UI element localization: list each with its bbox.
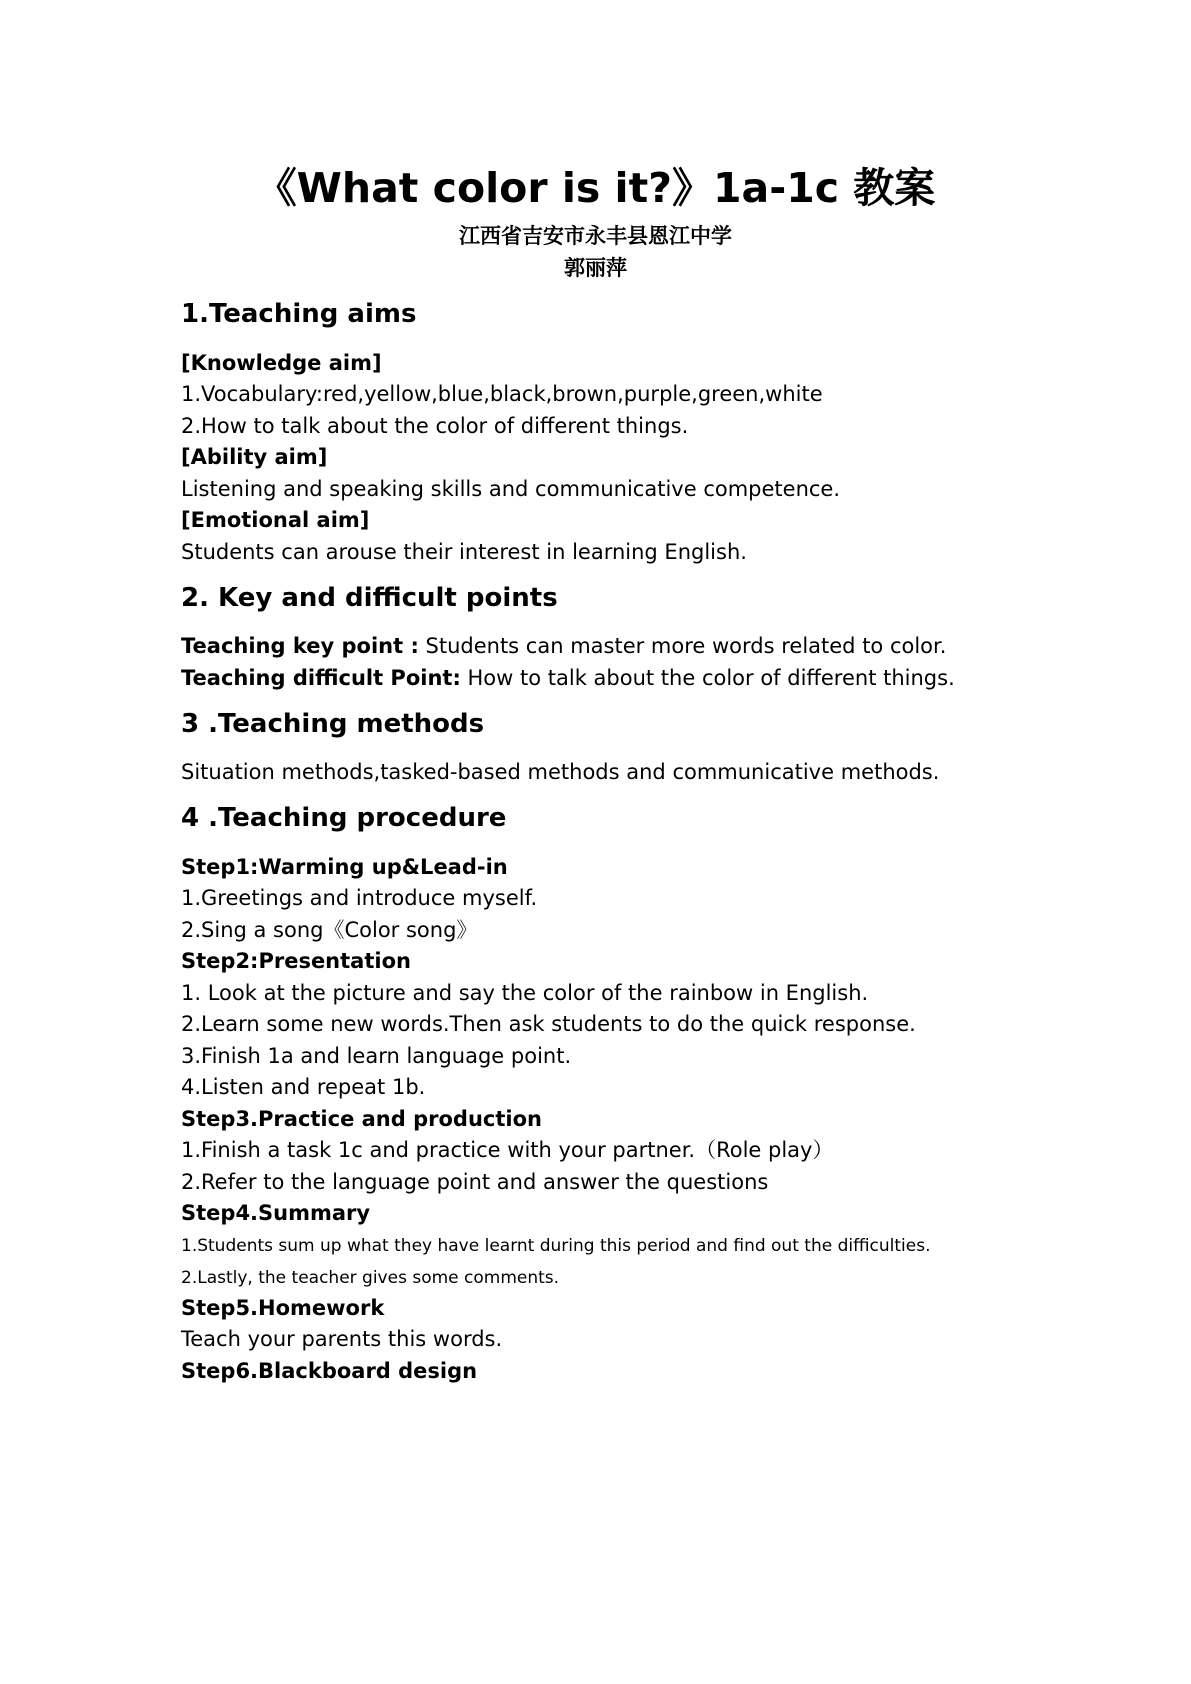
- knowledge-aim-label: [Knowledge aim]: [181, 351, 382, 375]
- step-item: Teach your parents this words.: [181, 1327, 503, 1351]
- step-item: 2.Refer to the language point and answer the questions: [181, 1170, 769, 1194]
- ability-aim-label: [Ability aim]: [181, 445, 328, 469]
- section-heading-key-points: 2. Key and difficult points: [181, 583, 558, 613]
- step-label: Step3.Practice and production: [181, 1107, 542, 1131]
- difficult-point-text: How to talk about the color of different things.: [460, 666, 955, 690]
- step-item: 1.Greetings and introduce myself.: [181, 886, 538, 910]
- author-name: 郭丽萍: [564, 255, 627, 280]
- step-label: Step1:Warming up&Lead-in: [181, 855, 508, 879]
- step-item: 1. Look at the picture and say the color of the rainbow in English.: [181, 981, 869, 1005]
- step-label: Step5.Homework: [181, 1296, 385, 1320]
- ability-aim-text: Listening and speaking skills and communicative competence.: [181, 477, 841, 501]
- key-point-line: [181, 632, 946, 660]
- key-point-text: Students can master more words related to color.: [418, 634, 947, 658]
- step-item: 3.Finish 1a and learn language point.: [181, 1044, 572, 1068]
- school-name: 江西省吉安市永丰县恩江中学: [459, 223, 732, 248]
- difficult-point-label: Teaching difficult Point:: [181, 666, 461, 690]
- methods-text: Situation methods,tasked-based methods and communicative methods.: [181, 760, 940, 784]
- knowledge-aim-item: 1.Vocabulary:red,yellow,blue,black,brown,purple,green,white: [181, 382, 823, 406]
- document-title: 《What color is it?》1a-1c 教案: [255, 164, 936, 212]
- section-heading-aims: 1.Teaching aims: [181, 299, 417, 329]
- step-item: 4.Listen and repeat 1b.: [181, 1075, 426, 1099]
- step-item: 2.Lastly, the teacher gives some comments.: [181, 1268, 560, 1288]
- step-item: 1.Students sum up what they have learnt during this period and find out the difficulties.: [181, 1236, 931, 1256]
- step-item: 2.Sing a song《Color song》: [181, 918, 478, 942]
- step-label: Step6.Blackboard design: [181, 1359, 478, 1383]
- step-label: Step2:Presentation: [181, 949, 411, 973]
- emotional-aim-text: Students can arouse their interest in learning English.: [181, 540, 747, 564]
- knowledge-aim-item: 2.How to talk about the color of different things.: [181, 414, 689, 438]
- step-item: 1.Finish a task 1c and practice with your partner.（Role play）: [181, 1138, 834, 1162]
- difficult-point-line: [181, 664, 955, 692]
- emotional-aim-label: [Emotional aim]: [181, 508, 370, 532]
- section-heading-methods: 3 .Teaching methods: [181, 709, 485, 739]
- step-label: Step4.Summary: [181, 1201, 371, 1225]
- section-heading-procedure: 4 .Teaching procedure: [181, 803, 507, 833]
- key-point-label: Teaching key point :: [181, 634, 419, 658]
- step-item: 2.Learn some new words.Then ask students to do the quick response.: [181, 1012, 916, 1036]
